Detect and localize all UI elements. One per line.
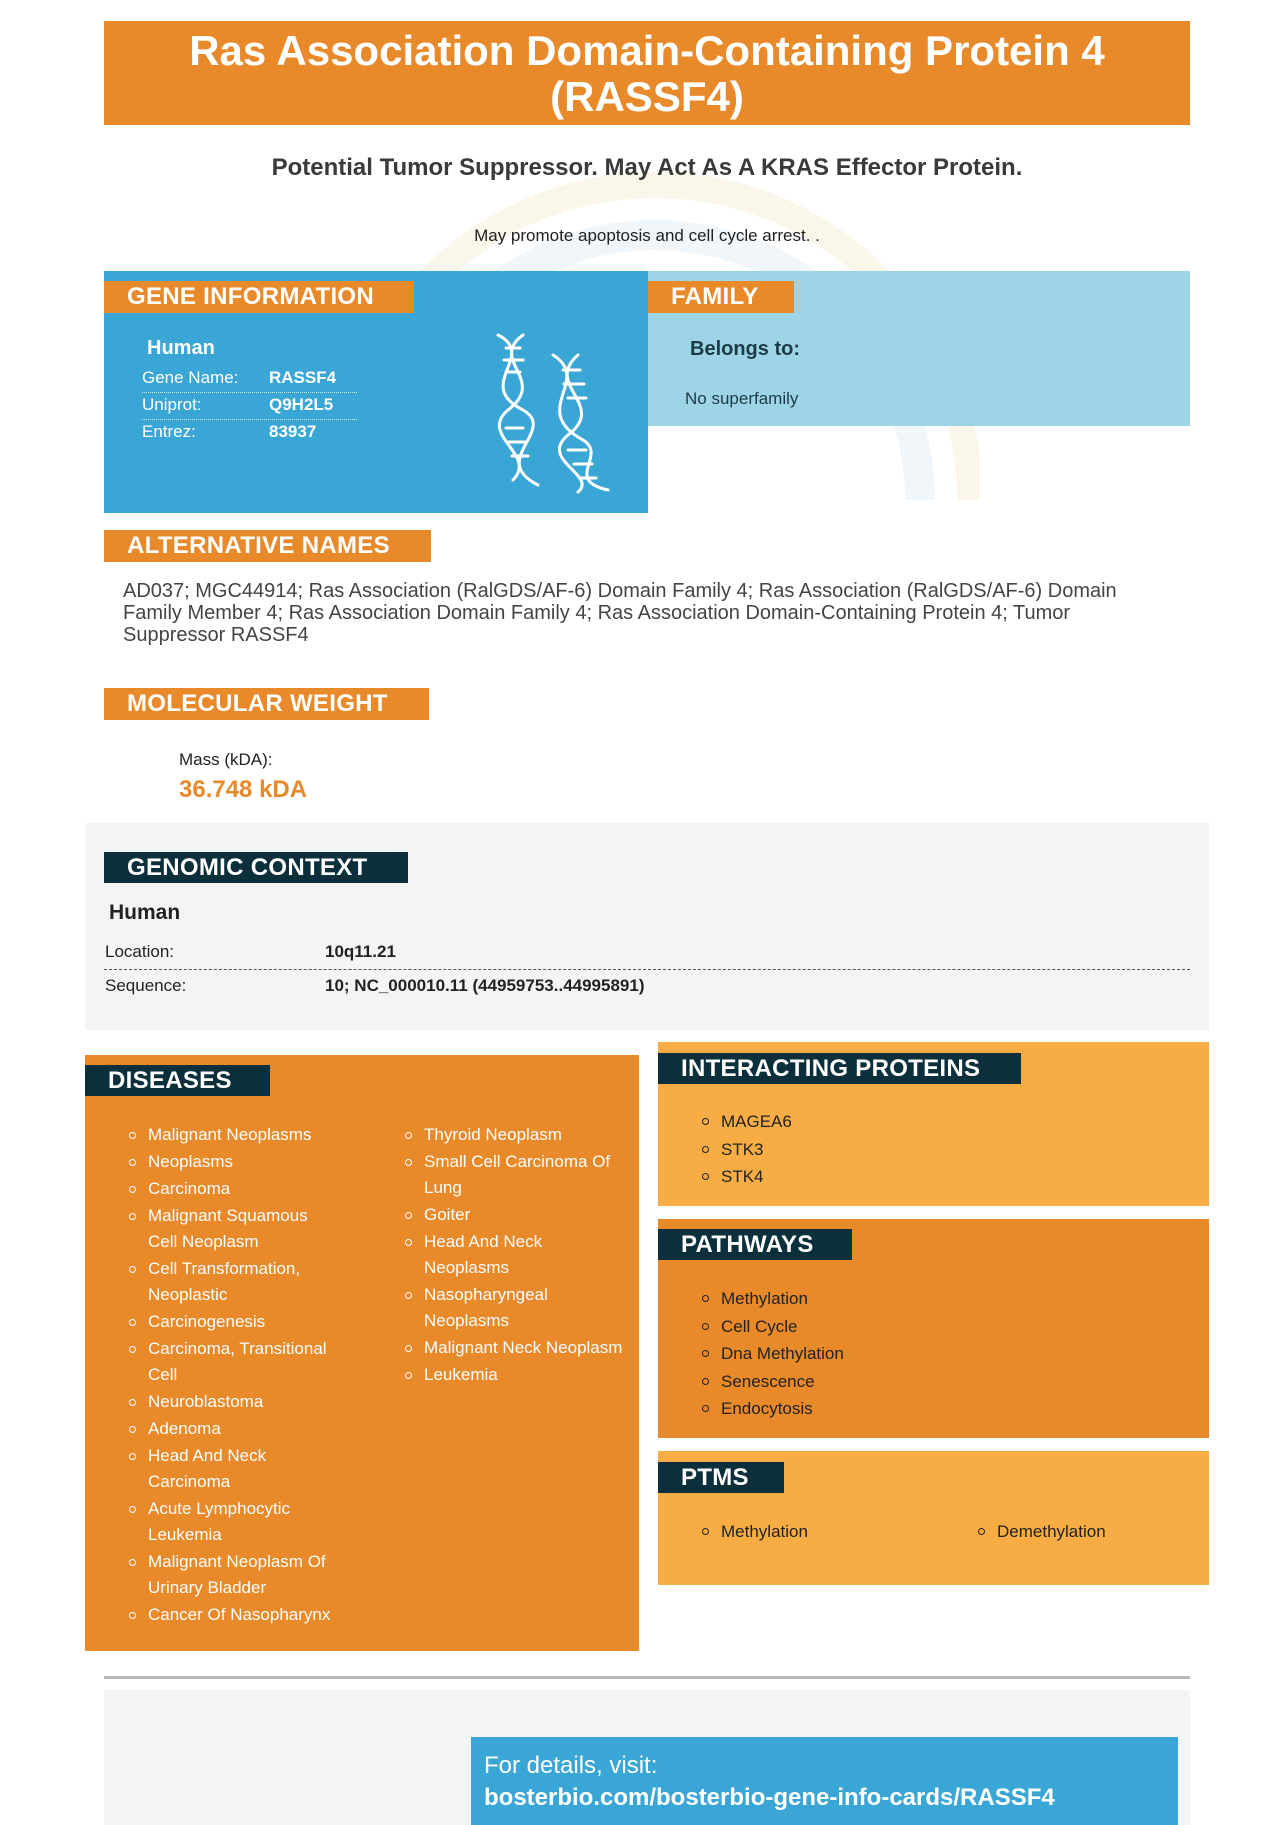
ptm-item: Demethylation bbox=[977, 1518, 1106, 1546]
pathway-item: Senescence bbox=[701, 1368, 844, 1396]
diseases-list-column-2 bbox=[404, 1122, 629, 1389]
disease-item: Malignant Neoplasm Of Urinary Bladder bbox=[128, 1549, 333, 1601]
disease-item: Leukemia bbox=[404, 1362, 629, 1388]
gene-info-label: Entrez: bbox=[142, 422, 196, 441]
details-url-link[interactable]: bosterbio.com/bosterbio-gene-info-cards/RASSF4 bbox=[484, 1784, 1055, 1811]
page-title: Ras Association Domain-Containing Protein 4 (RASSF4) bbox=[104, 21, 1190, 125]
gene-info-row-uniprot bbox=[142, 392, 357, 420]
genomic-value: 10; NC_000010.11 (44959753..44995891) bbox=[325, 976, 645, 995]
disease-item: Small Cell Carcinoma Of Lung bbox=[404, 1149, 629, 1201]
gene-info-label: Uniprot: bbox=[142, 395, 202, 414]
mass-label: Mass (kDA): bbox=[179, 750, 273, 769]
gene-info-row-gene-name bbox=[142, 365, 357, 393]
protein-item: STK4 bbox=[701, 1163, 792, 1191]
function-summary: May promote apoptosis and cell cycle arrest. . bbox=[474, 226, 820, 245]
protein-item: STK3 bbox=[701, 1136, 792, 1164]
pathways-list bbox=[701, 1285, 844, 1423]
genomic-label: Sequence: bbox=[105, 976, 187, 995]
genomic-row-location bbox=[104, 935, 1190, 970]
disease-item: Adenoma bbox=[128, 1416, 333, 1442]
diseases-list-column-1 bbox=[128, 1122, 333, 1629]
ptms-list-column-2 bbox=[977, 1518, 1106, 1546]
disease-item: Malignant Neoplasms bbox=[128, 1122, 333, 1148]
pathway-item: Dna Methylation bbox=[701, 1340, 844, 1368]
mass-value: 36.748 kDA bbox=[179, 776, 308, 803]
disease-item: Cancer Of Nasopharynx bbox=[128, 1602, 333, 1628]
disease-item: Carcinoma bbox=[128, 1176, 333, 1202]
ptms-list-column-1 bbox=[701, 1518, 808, 1546]
gene-info-row-entrez bbox=[142, 419, 357, 446]
details-link-box[interactable] bbox=[471, 1737, 1178, 1825]
pathway-item: Methylation bbox=[701, 1285, 844, 1313]
family-belongs-label: Belongs to: bbox=[690, 338, 800, 360]
protein-item: MAGEA6 bbox=[701, 1108, 792, 1136]
gene-info-value: Q9H2L5 bbox=[269, 395, 334, 414]
details-label: For details, visit: bbox=[484, 1752, 658, 1779]
genomic-context-heading: GENOMIC CONTEXT bbox=[104, 852, 408, 883]
footer-divider bbox=[104, 1676, 1190, 1679]
gene-info-label: Gene Name: bbox=[142, 368, 239, 387]
disease-item: Carcinogenesis bbox=[128, 1309, 333, 1335]
interacting-proteins-list bbox=[701, 1108, 792, 1191]
disease-item: Carcinoma, Transitional Cell bbox=[128, 1336, 333, 1388]
disease-item: Nasopharyngeal Neoplasms bbox=[404, 1282, 629, 1334]
pathways-heading: PATHWAYS bbox=[658, 1229, 852, 1260]
interacting-proteins-heading: INTERACTING PROTEINS bbox=[658, 1053, 1021, 1084]
disease-item: Head And Neck Neoplasms bbox=[404, 1229, 629, 1281]
gene-information-heading: GENE INFORMATION bbox=[104, 281, 414, 313]
family-heading: FAMILY bbox=[648, 281, 794, 313]
disease-item: Neuroblastoma bbox=[128, 1389, 333, 1415]
disease-item: Acute Lymphocytic Leukemia bbox=[128, 1496, 333, 1548]
pathway-item: Endocytosis bbox=[701, 1395, 844, 1423]
disease-item: Head And Neck Carcinoma bbox=[128, 1443, 333, 1495]
gene-species: Human bbox=[147, 337, 215, 359]
genomic-row-sequence bbox=[104, 969, 1190, 1003]
molecular-weight-heading: MOLECULAR WEIGHT bbox=[104, 688, 429, 720]
disease-item: Malignant Squamous Cell Neoplasm bbox=[128, 1203, 333, 1255]
disease-item: Neoplasms bbox=[128, 1149, 333, 1175]
alternative-names-text: AD037; MGC44914; Ras Association (RalGDS/AF-6) Domain Family 4; Ras Association (RalGDS/AF-6) Domain Family Member 4; Ras Association Domain Family 4; Ras Association Domain-Containing Protein 4; Tumor Suppressor RASSF4 bbox=[123, 580, 1117, 646]
dna-helix-icon bbox=[468, 330, 618, 495]
diseases-heading: DISEASES bbox=[85, 1065, 270, 1096]
alternative-names-heading: ALTERNATIVE NAMES bbox=[104, 530, 431, 562]
disease-item: Cell Transformation, Neoplastic bbox=[128, 1256, 333, 1308]
genomic-label: Location: bbox=[105, 942, 174, 961]
disease-item: Thyroid Neoplasm bbox=[404, 1122, 629, 1148]
family-value: No superfamily bbox=[685, 389, 799, 408]
ptm-item: Methylation bbox=[701, 1518, 808, 1546]
gene-info-value: RASSF4 bbox=[269, 368, 337, 387]
page-subtitle: Potential Tumor Suppressor. May Act As A KRAS Effector Protein. bbox=[271, 154, 1023, 181]
ptms-heading: PTMS bbox=[658, 1462, 784, 1493]
disease-item: Goiter bbox=[404, 1202, 629, 1228]
genomic-value: 10q11.21 bbox=[325, 942, 396, 961]
genomic-species: Human bbox=[109, 901, 181, 924]
pathway-item: Cell Cycle bbox=[701, 1313, 844, 1341]
disease-item: Malignant Neck Neoplasm bbox=[404, 1335, 629, 1361]
gene-info-value: 83937 bbox=[269, 422, 317, 441]
